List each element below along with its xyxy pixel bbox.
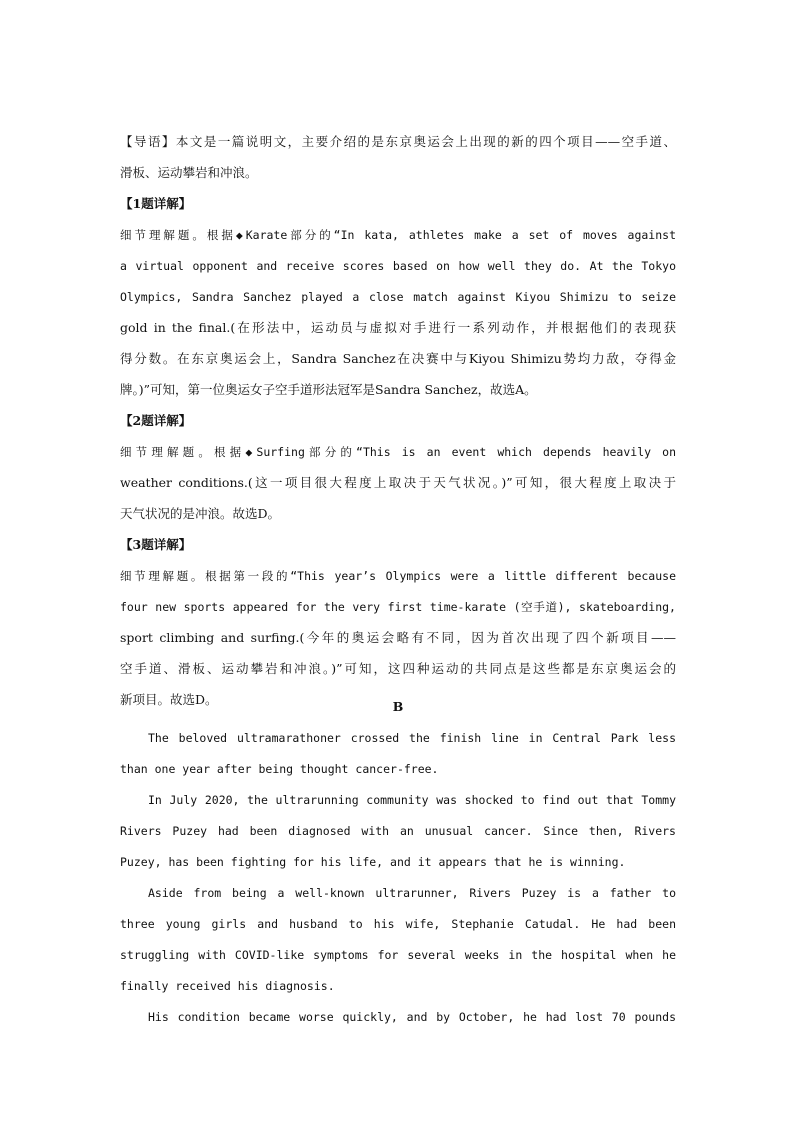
passage-line-10: His condition became worse quickly, and by October, he had lost 70 pounds [148,1010,676,1024]
passage-heading: B [392,699,404,714]
q1-line-3: Olympics, Sandra Sanchez played a close match against Kiyou Shimizu to seize [120,290,676,304]
passage-line-5: Puzey, has been fighting for his life, and it appears that he is winning. [120,855,626,869]
passage-line-1: The beloved ultramarathoner crossed the finish line in Central Park less [148,731,676,745]
passage-line-4: Rivers Puzey had been diagnosed with an unusual cancer. Since then, Rivers [120,824,676,838]
q2-line-2: weather conditions.(这一项目很大程度上取决于天气状况。)”可知，很大程度上取决于 [120,475,676,490]
q1-heading: 【1题详解】 [120,196,192,211]
q3-line-5: 新项目。故选D。 [120,692,218,707]
passage-line-9: finally received his diagnosis. [120,979,335,993]
passage-line-6: Aside from being a well-known ultrarunner, Rivers Puzey is a father to [148,886,676,900]
q1-line-1: 细节理解题。根据◆Karate部分的“In kata, athletes make a set of moves against [120,228,676,242]
q1-line-4: gold in the final.(在形法中，运动员与虚拟对手进行一系列动作，并根据他们的表现获 [120,320,676,335]
q1-line-6: 牌。)”可知，第一位奥运女子空手道形法冠军是Sandra Sanchez，故选A。 [120,382,537,397]
passage-line-7: three young girls and husband to his wife, Stephanie Catudal. He had been [120,917,676,931]
q1-line-5: 得分数。在东京奥运会上，Sandra Sanchez在决赛中与Kiyou Shimizu势均力敌，夺得金 [120,351,676,366]
q2-heading: 【2题详解】 [120,413,192,428]
q3-line-1: 细节理解题。根据第一段的“This year’s Olympics were a little different because [120,569,676,583]
passage-line-3: In July 2020, the ultrarunning community was shocked to find out that Tommy [148,793,676,807]
intro-line-1: 【导语】本文是一篇说明文，主要介绍的是东京奥运会上出现的新的四个项目——空手道、 [120,134,676,149]
passage-line-2: than one year after being thought cancer-free. [120,762,439,776]
q1-line-2: a virtual opponent and receive scores based on how well they do. At the Tokyo [120,259,676,273]
q3-line-2: four new sports appeared for the very first time-karate (空手道), skateboarding, [120,600,676,614]
q3-line-4: 空手道、滑板、运动攀岩和冲浪。)”可知，这四种运动的共同点是这些都是东京奥运会的 [120,661,676,676]
q3-heading: 【3题详解】 [120,537,192,552]
q2-line-1: 细节理解题。根据◆Surfing部分的“This is an event which depends heavily on [120,445,676,459]
q3-line-3: sport climbing and surfing.(今年的奥运会略有不同，因为首次出现了四个新项目—— [120,630,676,645]
intro-line-2: 滑板、运动攀岩和冲浪。 [120,165,258,180]
q2-line-3: 天气状况的是冲浪。故选D。 [120,506,281,521]
passage-line-8: struggling with COVID-like symptoms for several weeks in the hospital when he [120,948,676,962]
